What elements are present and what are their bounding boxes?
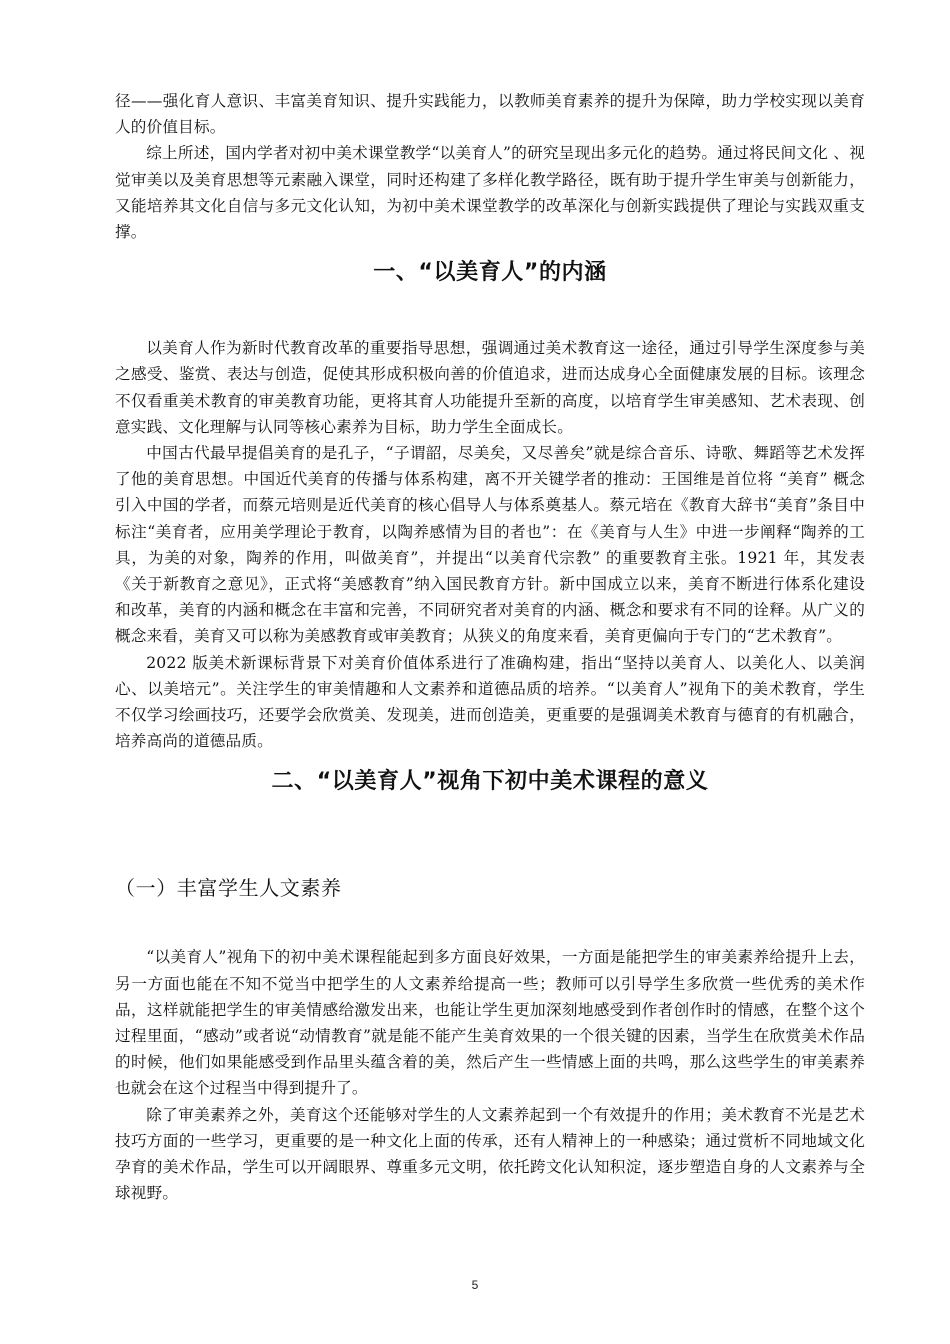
paragraph-humanistic: 除了审美素养之外，美育这个还能够对学生的人文素养起到一个有效提升的作用；美术教育不光是艺术技巧方面的一些学习，更重要的是一种文化上面的传承，还有人精神上的一种感染；通过赏析不同地域文化孕育的美术作品，学生可以开阔眼界、尊重多元文明，依托跨文化认知积淀，逐步塑造自身的人文素养与全球视野。 [115,1105,865,1203]
section-heading-2: 二、“以美育人”视角下初中美术课程的意义 [271,769,709,795]
paragraph-aesthetic: “以美育人”视角下的初中美术课程能起到多方面良好效果，一方面是能把学生的审美素养给提升上去，另一方面也能在不知不觉当中把学生的人文素养给提高一些；教师可以引导学生多欣赏一些优秀的美术作品，这样就能把学生的审美情感给激发出来，也能让学生更加深刻地感受到作者创作时的情感，在整个这个过程里面，“感动”或者说“动情教育”就是能不能产生美育效果的一个很关键的因素，当学生在欣赏美术作品的时候，他们如果能感受到作品里头蕴含着的美，然后产生一些情感上面的共鸣，那么这些学生的审美素养也就会在这个过程当中得到提升了。 [115,948,865,1098]
paragraph-history: 中国古代最早提倡美育的是孔子，“子谓韶，尽美矣，又尽善矣”就是综合音乐、诗歌、舞蹈等艺术发挥了他的美育思想。中国近代美育的传播与体系构建，离不开关键学者的推动：王国维是首位将 “美育” 概念引入中国的学者，而蔡元培则是近代美育的核心倡导人与体系奠基人。蔡元培在《教育大辞书“美育”条目中标注“美育者，应用美学理论于教育，以陶养感情为目的者也”：在《美育与人生》中进一步阐释“陶养的工具，为美的对象，陶养的作用，叫做美育”，并提出“以美育代宗教” 的重要教育主张。1921 年，其发表《关于新教育之意见》，正式将“美感教育”纳入国民教育方针。新中国成立以来，美育不断进行体系化建设和改革，美育的内涵和概念在丰富和完善，不同研究者对美育的内涵、概念和要求有不同的诠释。从广义的概念来看，美育又可以称为美感教育或审美教育；从狭义的角度来看，美育更偏向于专门的“艺术教育”。 [115,444,865,646]
heading-spacer [115,800,865,872]
section-heading-1: 一、“以美育人”的内涵 [373,260,607,286]
page-content [115,88,865,1207]
paragraph-continued: 径——强化育人意识、丰富美育知识、提升实践能力，以教师美育素养的提升为保障，助力学校实现以美育人的价值目标。 [115,92,865,137]
subsection-heading-1: （一）丰富学生人文素养 [115,876,342,901]
heading-spacer [115,291,865,335]
paragraph-summary: 综上所述，国内学者对初中美术课堂教学“以美育人”的研究呈现出多元化的趋势。通过将民间文化 、视觉审美以及美育思想等元素融入课堂，同时还构建了多样化教学路径，既有助于提升学生审美与创新能力，又能培养其文化自信与多元文化认知，为初中美术课堂教学的改革深化与创新实践提供了理论与实践双重支撑。 [115,144,865,242]
page-number: 5 [471,1278,479,1292]
paragraph-definition: 以美育人作为新时代教育改革的重要指导思想，强调通过美术教育这一途径，通过引导学生深度参与美之感受、鉴赏、表达与创造，促使其形成积极向善的价值追求，进而达成身心全面健康发展的目标。该理念不仅看重美术教育的审美教育功能，更将其育人功能提升至新的高度，以培育学生审美感知、艺术表现、创意实践、文化理解与认同等核心素养为目标，助力学生全面成长。 [115,339,865,436]
paragraph-curriculum: 2022 版美术新课标背景下对美育价值体系进行了准确构建，指出“坚持以美育人、以美化人、以美润心、以美培元”。关注学生的审美情趣和人文素养和道德品质的培养。“以美育人”视角下的美术教育，学生不仅学习绘画技巧，还要学会欣赏美、发现美，进而创造美，更重要的是强调美术教育与德育的有机融合，培养高尚的道德品质。 [115,653,865,751]
heading-spacer [115,904,865,944]
